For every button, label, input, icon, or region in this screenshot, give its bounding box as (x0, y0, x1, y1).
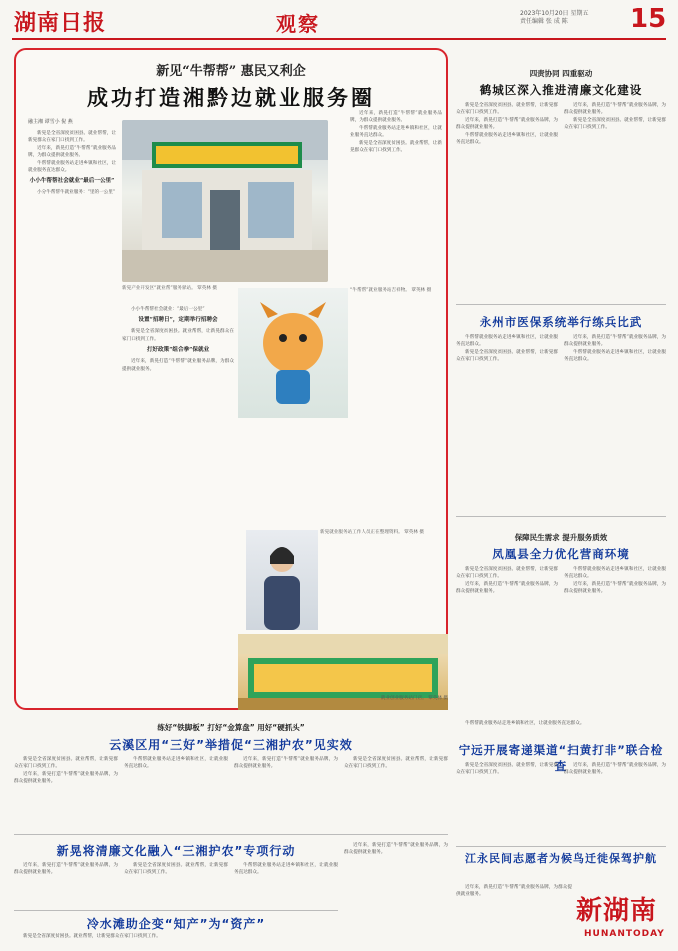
photo-caption: 新晃就业服务站工作人员正在整理资料。 覃英林 摄 (320, 530, 424, 535)
masthead-divider (12, 38, 666, 40)
issue-date: 2023年10月20日 星期五 责任编辑 张 成 陈 (520, 10, 589, 26)
article-column: 近年来，新晃打造“牛帮帮”就业服务品牌，为群众提供就业服务。 (564, 763, 666, 776)
bottom-kicker: 练好“铁脚板” 打好“金算盘” 用好“硬抓头” (157, 723, 305, 732)
bottom-headline-lengshuitan: 冷水滩助企变“知产”为“资产” (86, 917, 266, 931)
article-column: 近年来，新晃打造“牛帮帮”就业服务品牌，为群众提供就业服务。 牛帮帮就业服务站走进乡镇和社区，让就业服务直达群众。 (564, 335, 666, 363)
newspaper-logo: 湖南日报 (14, 10, 107, 36)
article-column: 近年来，新晃打造“牛帮帮”就业服务品牌，为群众提供就业服务。 牛帮帮就业服务站走进乡镇和社区，让就业服务直达群众。 新晃是全省深度贫困县。就业帮帮，让新晃群众在家门口找到工作。 (350, 111, 442, 154)
article-column: 近年来，新晃打造“牛帮帮”就业服务品牌，为群众提供就业服务。 (456, 885, 572, 898)
app-watermark-text: HUNANTODAY (584, 929, 665, 939)
article-column: 近年来，新晃打造“牛帮帮”就业服务品牌，为群众提供就业服务。 (14, 863, 118, 876)
right-headline-heshan: 鹤城区深入推进清廉文化建设 (479, 83, 643, 97)
section-subhead: 设置“招聘日”，定期举行招聘会 (138, 317, 218, 324)
app-watermark-logo: 新湖南 (576, 896, 658, 926)
article-column: 近年来，新晃打造“牛帮帮”就业服务品牌，为群众提供就业服务。 新晃是全省深度贫困县。就业帮帮，让新晃群众在家门口找到工作。 (564, 103, 666, 131)
article-column: 牛帮帮就业服务站走进乡镇和社区，让就业服务直达群众。 (124, 757, 228, 770)
bottom-headline-xinhuang: 新晃将清廉文化融入“三湘护农”专项行动 (56, 844, 296, 858)
article-column: 小小牛帮帮社会就业：“最后一公里” 设置“招聘日”，定期举行招聘会 新晃是全省深度贫困县。就业帮帮，让新晃群众在家门口找到工作。 打好政策“组合拳”保就业 近年来，新晃打造“牛帮帮”就业服务品牌，为群众提供就业服务。 (122, 307, 234, 372)
right-kicker: 保障民生需求 提升服务质效 (514, 533, 608, 542)
page-number: 15 (630, 4, 667, 34)
section-divider (14, 834, 448, 835)
worker-photo (246, 530, 318, 630)
article-column: 新晃是全省深度贫困县。就业帮帮，让新晃群众在家门口找到工作。 (23, 934, 161, 939)
article-column: 近年来，新晃打造“牛帮帮”就业服务品牌，为群众提供就业服务。 (234, 757, 338, 770)
article-column: 牛帮帮就业服务站走进乡镇和社区，让就业服务直达群众。 (465, 721, 585, 726)
right-headline-yongzhou: 永州市医保系统举行练兵比武 (479, 315, 643, 329)
article-column: 牛帮帮就业服务站走进乡镇和社区，让就业服务直达群众。 新晃是全省深度贫困县。就业帮帮，让新晃群众在家门口找到工作。 (456, 335, 558, 363)
section-divider (456, 304, 666, 305)
article-column: 新晃是全省深度贫困县。就业帮帮，让新晃群众在家门口找到工作。 近年来，新晃打造“牛帮帮”就业服务品牌，为群众提供就业服务。 (456, 567, 558, 595)
section-divider (456, 846, 666, 847)
article-column: 新晃是全省深度贫困县。就业帮帮，让新晃群众在家门口找到工作。 近年来，新晃打造“牛帮帮”就业服务品牌，为群众提供就业服务。 牛帮帮就业服务站走进乡镇和社区，让就业服务直达群众。 小小牛帮帮社会就业“最后一公里” 小分牛帮帮牛就业服务：“里的一公里” (28, 131, 116, 196)
article-column: 新晃是全省深度贫困县。就业帮帮，让新晃群众在家门口找到工作。 近年来，新晃打造“牛帮帮”就业服务品牌，为群众提供就业服务。 牛帮帮就业服务站走进乡镇和社区，让就业服务直达群众。 (456, 103, 558, 146)
article-column: 新晃是全省深度贫困县。就业帮帮，让新晃群众在家门口找到工作。 (344, 757, 448, 770)
article-column: 新晃是全省深度贫困县。就业帮帮，让新晃群众在家门口找到工作。 近年来，新晃打造“牛帮帮”就业服务品牌，为群众提供就业服务。 (14, 757, 118, 785)
section-subhead: 打好政策“组合拳”保就业 (146, 347, 210, 354)
section-subhead: 小小牛帮帮社会就业“最后一公里” (29, 178, 115, 185)
worker-illustration (246, 530, 318, 630)
section-divider (456, 516, 666, 517)
photo-caption: 就业创业服务站门店。 覃英林 摄 (380, 696, 448, 701)
photo-caption: “牛帮帮”就业服务站吉祥物。 覃英林 摄 (350, 288, 432, 293)
feature-byline: 融主湘 谭雪小 倪 燕 (28, 119, 73, 125)
mascot-photo (238, 288, 348, 418)
storefront-illustration (122, 120, 328, 282)
photo-caption: 新晃产业开发区“就业帮”服务驿站。 覃英林 摄 (122, 286, 217, 291)
bottom-headline-yunxi: 云溪区用“三好”举措促“三湘护农”见实效 (109, 738, 353, 752)
article-column: 新晃是全省深度贫困县。就业帮帮，让新晃群众在家门口找到工作。 (124, 863, 228, 876)
feature-article (14, 48, 448, 710)
section-name: 观察 (276, 12, 320, 36)
article-column: 牛帮帮就业服务站走进乡镇和社区，让就业服务直达群众。 (234, 863, 338, 876)
article-column: 牛帮帮就业服务站走进乡镇和社区，让就业服务直达群众。 近年来，新晃打造“牛帮帮”就业服务品牌，为群众提供就业服务。 (564, 567, 666, 595)
bottom-headline-jiangyong: 江永民间志愿者为候鸟迁徙保驾护航 (465, 852, 657, 865)
right-headline-fenghuang: 凤凰县全力优化营商环境 (492, 547, 630, 561)
section-divider (14, 910, 338, 911)
bottom-headline-ningyuan: 宁远开展寄递渠道“扫黄打非”联合检查 (458, 743, 664, 773)
article-column: 新晃是全省深度贫困县。就业帮帮，让新晃群众在家门口找到工作。 (456, 763, 558, 776)
article-column: 近年来，新晃打造“牛帮帮”就业服务品牌，为群众提供就业服务。 (344, 843, 448, 856)
mascot-illustration (238, 288, 348, 418)
feature-headline: 成功打造湘黔边就业服务圈 (87, 86, 375, 110)
masthead (0, 0, 678, 40)
feature-kicker: 新见“牛帮帮” 惠民又利企 (156, 64, 306, 79)
feature-photo-storefront (122, 120, 328, 282)
right-kicker: 四责协同 四重驱动 (529, 69, 593, 78)
